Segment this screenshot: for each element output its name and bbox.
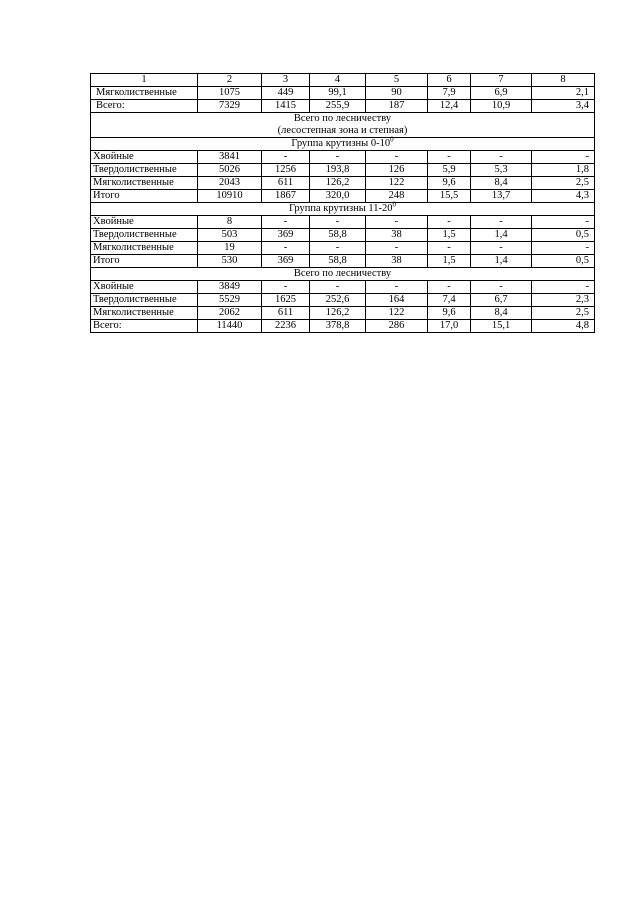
table-cell: 1,8: [532, 164, 595, 177]
table-cell: -: [428, 151, 471, 164]
table-cell: Твердолиственные: [91, 294, 198, 307]
table-row: [91, 242, 595, 255]
table-cell: 3,4: [532, 100, 595, 113]
table-cell: 187: [366, 100, 428, 113]
table-cell: Мягколиственные: [91, 307, 198, 320]
table-cell: -: [262, 281, 310, 294]
table-cell: 7,9: [428, 87, 471, 100]
table-cell: 611: [262, 177, 310, 190]
table-row: [91, 151, 595, 164]
table-cell: 5: [366, 74, 428, 87]
table-row: [91, 100, 595, 113]
table-cell: 4,8: [532, 320, 595, 333]
table-cell: 122: [366, 307, 428, 320]
table-cell: 2043: [198, 177, 262, 190]
table-cell: 378,8: [310, 320, 366, 333]
table-cell: -: [262, 216, 310, 229]
table-cell: 2: [198, 74, 262, 87]
table-cell: Твердолиственные: [91, 164, 198, 177]
table-cell: Всего:: [91, 100, 198, 113]
table-cell: 2,5: [532, 177, 595, 190]
table-cell: 3: [262, 74, 310, 87]
table-cell: -: [428, 242, 471, 255]
section-total-row: [91, 268, 595, 281]
table-cell: 5,9: [428, 164, 471, 177]
table-cell: 10910: [198, 190, 262, 203]
table-cell: -: [532, 216, 595, 229]
table-cell: 6,7: [471, 294, 532, 307]
table-row: [91, 216, 595, 229]
section-title: [91, 113, 595, 138]
table-cell: 58,8: [310, 255, 366, 268]
table-cell: 252,6: [310, 294, 366, 307]
table-cell: 3841: [198, 151, 262, 164]
table-cell: 286: [366, 320, 428, 333]
table-cell: 9,6: [428, 307, 471, 320]
group-title-row: [91, 138, 595, 151]
section-title: [91, 200, 595, 216]
table-cell: 7,4: [428, 294, 471, 307]
table-cell: 90: [366, 87, 428, 100]
table-row: [91, 255, 595, 268]
table-cell: 5529: [198, 294, 262, 307]
table-cell: -: [471, 242, 532, 255]
table-cell: 1415: [262, 100, 310, 113]
table-row: [91, 229, 595, 242]
section-total-row: [91, 113, 595, 138]
table-cell: -: [310, 151, 366, 164]
table-cell: 126,2: [310, 177, 366, 190]
table-cell: -: [366, 216, 428, 229]
table-cell: Мягколиственные: [91, 242, 198, 255]
table-cell: -: [532, 281, 595, 294]
table-cell: 1075: [198, 87, 262, 100]
table-row: [91, 87, 595, 100]
table-row: [91, 294, 595, 307]
table-cell: 1,5: [428, 229, 471, 242]
table-cell: 11440: [198, 320, 262, 333]
table-cell: Хвойные: [91, 216, 198, 229]
table-cell: 2236: [262, 320, 310, 333]
table-cell: -: [366, 281, 428, 294]
table-cell: 38: [366, 229, 428, 242]
table-cell: 38: [366, 255, 428, 268]
table-cell: 15,5: [428, 190, 471, 203]
table-cell: -: [428, 216, 471, 229]
table-cell: 2,3: [532, 294, 595, 307]
forestry-table: [90, 73, 595, 333]
table-cell: 5026: [198, 164, 262, 177]
table-cell: 126,2: [310, 307, 366, 320]
section-title-text: Группа крутизны 11-20: [288, 203, 393, 214]
table-row: [91, 320, 595, 333]
table-cell: 8,4: [471, 307, 532, 320]
table-cell: 3849: [198, 281, 262, 294]
table-cell: Всего:: [91, 320, 198, 333]
table-cell: 193,8: [310, 164, 366, 177]
table-cell: -: [310, 281, 366, 294]
table-cell: 9,6: [428, 177, 471, 190]
section-title: [91, 135, 595, 151]
table-cell: 7: [471, 74, 532, 87]
table-cell: -: [366, 242, 428, 255]
table-cell: 8,4: [471, 177, 532, 190]
table-cell: 1,4: [471, 229, 532, 242]
table-cell: 99,1: [310, 87, 366, 100]
section-title-text: Группа крутизны 0-10: [291, 138, 391, 149]
table-cell: 7329: [198, 100, 262, 113]
section-title-text: Всего по лесничеству: [293, 268, 392, 279]
table-cell: 12,4: [428, 100, 471, 113]
table-cell: Мягколиственные: [91, 87, 198, 100]
table-cell: 13,7: [471, 190, 532, 203]
table-cell: 4,3: [532, 190, 595, 203]
table-row: [91, 307, 595, 320]
table-cell: Хвойные: [91, 151, 198, 164]
table-cell: -: [262, 151, 310, 164]
table-cell: 5,3: [471, 164, 532, 177]
section-title-line: Всего по лесничеству: [293, 113, 392, 124]
table-cell: 530: [198, 255, 262, 268]
table-cell: 320,0: [310, 190, 366, 203]
table-cell: 0,5: [532, 255, 595, 268]
table-row: [91, 177, 595, 190]
table-cell: -: [471, 151, 532, 164]
degree-superscript: 0: [392, 200, 397, 209]
section-title: [91, 268, 595, 281]
table-cell: 10,9: [471, 100, 532, 113]
table-cell: 8: [532, 74, 595, 87]
table-cell: 2,1: [532, 87, 595, 100]
table-cell: 126: [366, 164, 428, 177]
table-cell: 58,8: [310, 229, 366, 242]
degree-superscript: 0: [390, 135, 394, 144]
table-cell: -: [471, 281, 532, 294]
table-cell: 449: [262, 87, 310, 100]
table-cell: Хвойные: [91, 281, 198, 294]
table-cell: Итого: [91, 190, 198, 203]
table-cell: 17,0: [428, 320, 471, 333]
table-cell: 1867: [262, 190, 310, 203]
table-cell: -: [262, 242, 310, 255]
table-cell: 2,5: [532, 307, 595, 320]
table-cell: 1: [91, 74, 198, 87]
table-body: [91, 74, 595, 333]
table-cell: 6,9: [471, 87, 532, 100]
table-cell: -: [366, 151, 428, 164]
table-cell: -: [428, 281, 471, 294]
table-cell: 15,1: [471, 320, 532, 333]
table-cell: Итого: [91, 255, 198, 268]
table-cell: 1,5: [428, 255, 471, 268]
table-cell: -: [310, 216, 366, 229]
table-row: [91, 190, 595, 203]
header-row: [91, 74, 595, 87]
table-cell: Твердолиственные: [91, 229, 198, 242]
table-cell: Мягколиственные: [91, 177, 198, 190]
table-cell: 122: [366, 177, 428, 190]
table-cell: 369: [262, 229, 310, 242]
table-cell: 1625: [262, 294, 310, 307]
group-title-row: [91, 203, 595, 216]
table-cell: 2062: [198, 307, 262, 320]
section-title-line: (лесостепная зона и степная): [277, 125, 408, 136]
table-cell: -: [310, 242, 366, 255]
table-row: [91, 164, 595, 177]
table-cell: 19: [198, 242, 262, 255]
table-cell: 8: [198, 216, 262, 229]
table-cell: 0,5: [532, 229, 595, 242]
table-row: [91, 281, 595, 294]
table-cell: 1256: [262, 164, 310, 177]
table-cell: 369: [262, 255, 310, 268]
table-cell: 248: [366, 190, 428, 203]
table-cell: 611: [262, 307, 310, 320]
table-cell: 6: [428, 74, 471, 87]
table-cell: -: [532, 151, 595, 164]
table-cell: 4: [310, 74, 366, 87]
table-cell: -: [471, 216, 532, 229]
table-cell: -: [532, 242, 595, 255]
table-cell: 255,9: [310, 100, 366, 113]
table-cell: 164: [366, 294, 428, 307]
table-cell: 503: [198, 229, 262, 242]
table-cell: 1,4: [471, 255, 532, 268]
